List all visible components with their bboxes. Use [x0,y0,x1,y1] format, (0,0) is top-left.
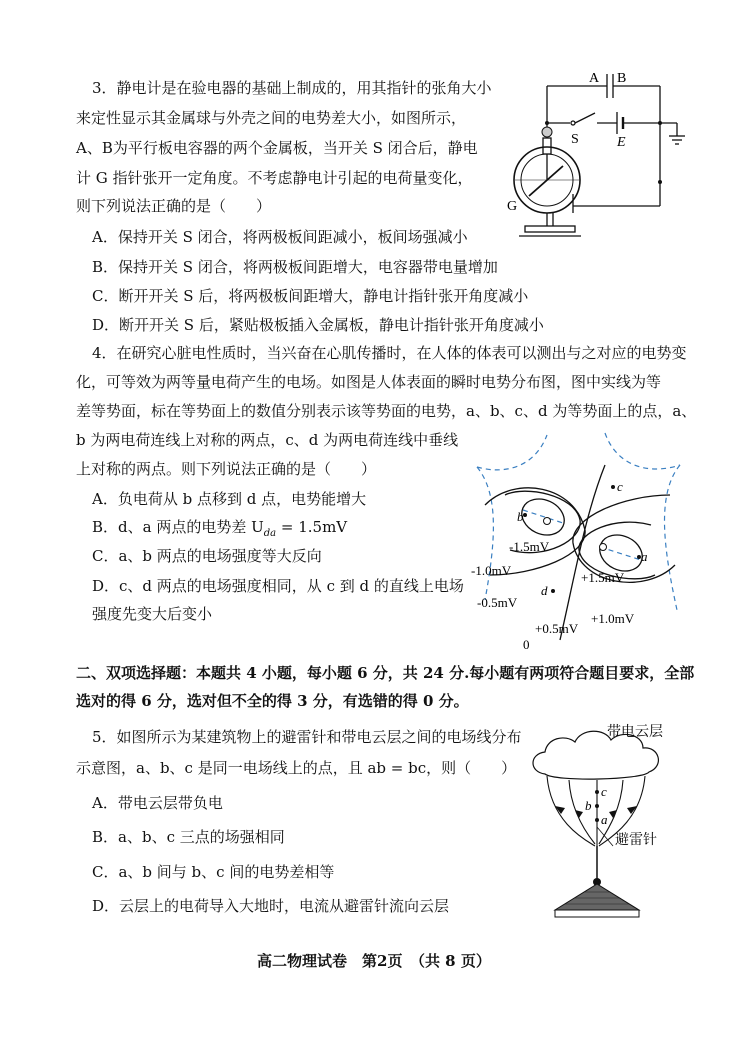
q5-option-d: D．云层上的电荷导入大地时，电流从避雷针流向云层 [92,897,450,915]
potential-pos15: +1.5mV [581,570,625,585]
label-s: S [571,132,579,147]
q5-point-a: a [601,812,608,827]
q5-point-c: c [601,784,607,799]
q4-option-b [92,517,347,544]
label-e: E [617,135,626,150]
potential-neg15: -1.5mV [509,539,550,554]
q5-option-b: B．a、b、c 三点的场强相同 [92,828,285,846]
q4-line-2: 化，可等效为两等量电荷产生的电场。如图是人体表面的瞬时电势分布图，图中实线为等 [76,373,662,391]
page-footer: 高二物理试卷 第2页 （共 8 页） [257,952,491,970]
q5-option-a: A．带电云层带负电 [92,794,223,812]
q4-line-1: 4．在研究心脏电性质时，当兴奋在心肌传播时，在人体的体表可以测出与之对应的电势变 [92,344,687,362]
label-g: G [507,199,518,214]
q4-option-d-cont: 强度先变大后变小 [92,605,213,623]
q4-option-b-text: B．d、a 两点的电势差 U [92,518,264,536]
potential-pos05: +0.5mV [535,621,579,636]
q4-line-3: 差等势面，标在等势面上的数值分别表示该等势面的电势，a、b、c、d 为等势面上的点，a、 [76,402,697,420]
q4-option-c: C．a、b 两点的电场强度等大反向 [92,547,322,565]
q5-option-c: C．a、b 间与 b、c 间的电势差相等 [92,863,335,881]
point-b: b [517,509,524,524]
point-c: c [617,479,623,494]
section2-line-1: 二、双项选择题：本题共 4 小题，每小题 6 分，共 24 分.每小题有两项符合题目要求，全部 [76,664,695,682]
q3-line-2: 来定性显示其金属球与外壳之间的电势差大小，如图所示， [76,109,467,127]
q5-point-b: b [585,798,592,813]
cloud-label: 带电云层 [607,725,663,740]
section2-line-2: 选对的得 6 分，选对但不全的得 3 分，有选错的得 0 分。 [76,692,469,710]
q3-line-3: A、B为平行板电容器的两个金属板，当开关 S 闭合后，静电 [76,139,478,157]
q3-line-1: 3．静电计是在验电器的基础上制成的，用其指针的张角大小 [92,79,492,97]
q5-line-1: 5．如图所示为某建筑物上的避雷针和带电云层之间的电场线分布 [92,728,522,746]
q5-line-2: 示意图，a、b、c 是同一电场线上的点，且 ab = bc，则（ ） [76,759,517,777]
q3-line-5: 则下列说法正确的是（ ） [76,197,272,215]
potential-neg05: -0.5mV [477,595,518,610]
point-a: a [641,549,648,564]
label-a: A [589,71,600,86]
potential-pos10: +1.0mV [591,611,635,626]
q5-lightning-rod-figure [525,722,675,917]
label-b: B [617,71,627,86]
q3-option-b: B．保持开关 S 闭合，将两极板间距增大，电容器带电量增加 [92,258,498,276]
q4-line-5: 上对称的两点。则下列说法正确的是（ ） [76,460,377,478]
q3-option-c: C．断开开关 S 后，将两极板间距增大，静电计指针张开角度减小 [92,287,529,305]
q3-electrometer-figure [505,68,685,248]
q4-option-d: D．c、d 两点的电场强度相同，从 c 到 d 的直线上电场 [92,577,464,595]
rod-label: 避雷针 [615,833,657,848]
q3-line-4: 计 G 指针张开一定角度。不考虑静电计引起的电荷量变化， [76,169,473,187]
q3-option-a: A．保持开关 S 闭合，将两极板间距减小，板间场强减小 [92,228,468,246]
q4-option-b-value: = 1.5mV [276,518,348,536]
q4-potential-figure [465,425,695,650]
potential-zero: 0 [523,637,530,652]
q3-option-d: D．断开开关 S 后，紧贴极板插入金属板，静电计指针张开角度减小 [92,316,544,334]
potential-neg10: -1.0mV [471,563,512,578]
q4-option-b-subscript: da [263,528,277,539]
point-d: d [541,583,548,598]
q4-line-4: b 为两电荷连线上对称的两点，c、d 为两电荷连线中垂线 [76,431,459,449]
q4-option-a: A．负电荷从 b 点移到 d 点，电势能增大 [92,490,367,508]
